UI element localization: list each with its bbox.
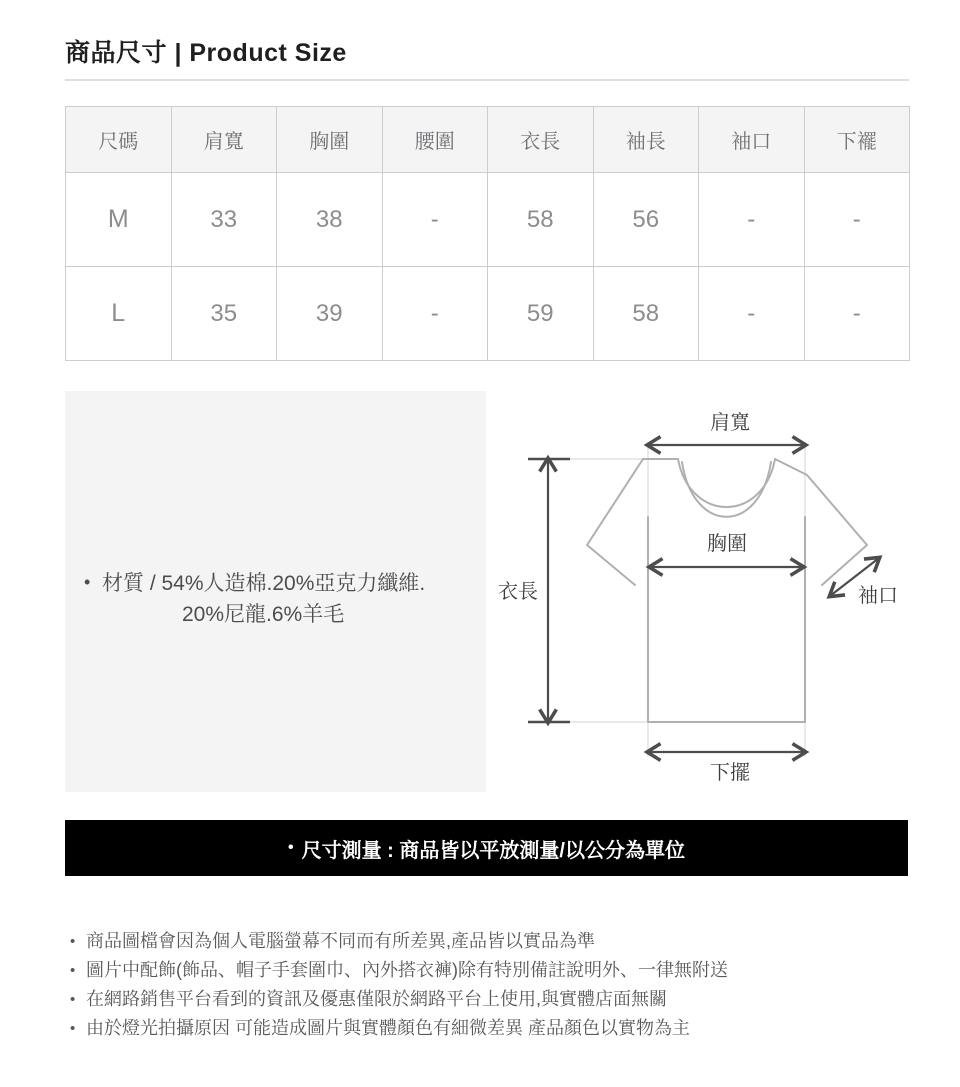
material-text-line1: 材質 / 54%人造棉.20%亞克力纖維.: [102, 572, 426, 595]
size-table: [65, 106, 910, 361]
label-cuff-opening: 袖口: [858, 585, 898, 607]
cell-waist: -: [382, 173, 488, 267]
table-header-row: [66, 107, 910, 173]
extension-lines: [570, 445, 805, 757]
list-item: [70, 956, 910, 985]
title-divider: [65, 79, 909, 81]
disclaimer-list: [70, 927, 910, 1043]
cell-size: L: [66, 267, 172, 361]
size-table-header: [66, 107, 910, 173]
label-hem-width: 下擺: [710, 762, 750, 784]
header-shoulder: 肩寬: [171, 107, 277, 173]
material-text-line2: 20%尼龍.6%羊毛: [182, 603, 345, 626]
cell-length: 59: [488, 267, 594, 361]
cell-length: 58: [488, 173, 594, 267]
page-title: 商品尺寸 | Product Size: [65, 39, 347, 67]
header-cuff: 袖口: [699, 107, 805, 173]
cell-waist: -: [382, 267, 488, 361]
note-text: 由於燈光拍攝原因 可能造成圖片與實體顏色有細微差異 產品顏色以實物為主: [86, 1018, 690, 1038]
note-bullet: •: [70, 962, 76, 979]
cell-chest: 39: [277, 267, 383, 361]
note-bullet: •: [70, 933, 76, 950]
cell-cuff: -: [699, 173, 805, 267]
cell-sleeve: 56: [593, 173, 699, 267]
material-panel: [65, 391, 486, 792]
cell-size: M: [66, 173, 172, 267]
table-row-l: [66, 267, 910, 361]
note-bullet: •: [70, 1020, 76, 1037]
material-bullet: •: [84, 572, 91, 592]
label-chest-width: 胸圍: [707, 533, 747, 555]
cell-shoulder: 35: [171, 267, 277, 361]
cell-hem: -: [804, 173, 910, 267]
header-chest: 胸圍: [277, 107, 383, 173]
note-text: 在網路銷售平台看到的資訊及優惠僅限於網路平台上使用,與實體店面無關: [86, 989, 667, 1009]
tshirt-measurement-diagram: [490, 395, 940, 800]
header-size: 尺碼: [66, 107, 172, 173]
bar-bullet: •: [288, 839, 294, 856]
tshirt-outline-icon: [587, 459, 867, 722]
note-bullet: •: [70, 991, 76, 1008]
cell-sleeve: 58: [593, 267, 699, 361]
list-item: [70, 985, 910, 1014]
list-item: [70, 1014, 910, 1043]
note-text: 商品圖檔會因為個人電腦螢幕不同而有所差異,產品皆以實品為準: [86, 931, 595, 951]
label-garment-length: 衣長: [498, 581, 538, 603]
cell-chest: 38: [277, 173, 383, 267]
list-item: [70, 927, 910, 956]
table-row-m: [66, 173, 910, 267]
cell-shoulder: 33: [171, 173, 277, 267]
header-hem: 下襬: [804, 107, 910, 173]
header-sleeve: 袖長: [593, 107, 699, 173]
note-text: 圖片中配飾(飾品、帽子手套圍巾、內外搭衣褲)除有特別備註說明外、一律無附送: [86, 960, 728, 980]
label-shoulder-width: 肩寬: [710, 412, 750, 434]
header-waist: 腰圍: [382, 107, 488, 173]
cell-cuff: -: [699, 267, 805, 361]
header-length: 衣長: [488, 107, 594, 173]
measurement-notice-text: 尺寸測量 : 商品皆以平放測量/以公分為單位: [301, 839, 685, 862]
measurement-notice-bar: [65, 820, 908, 876]
cell-hem: -: [804, 267, 910, 361]
measurement-arrows: [528, 445, 879, 752]
